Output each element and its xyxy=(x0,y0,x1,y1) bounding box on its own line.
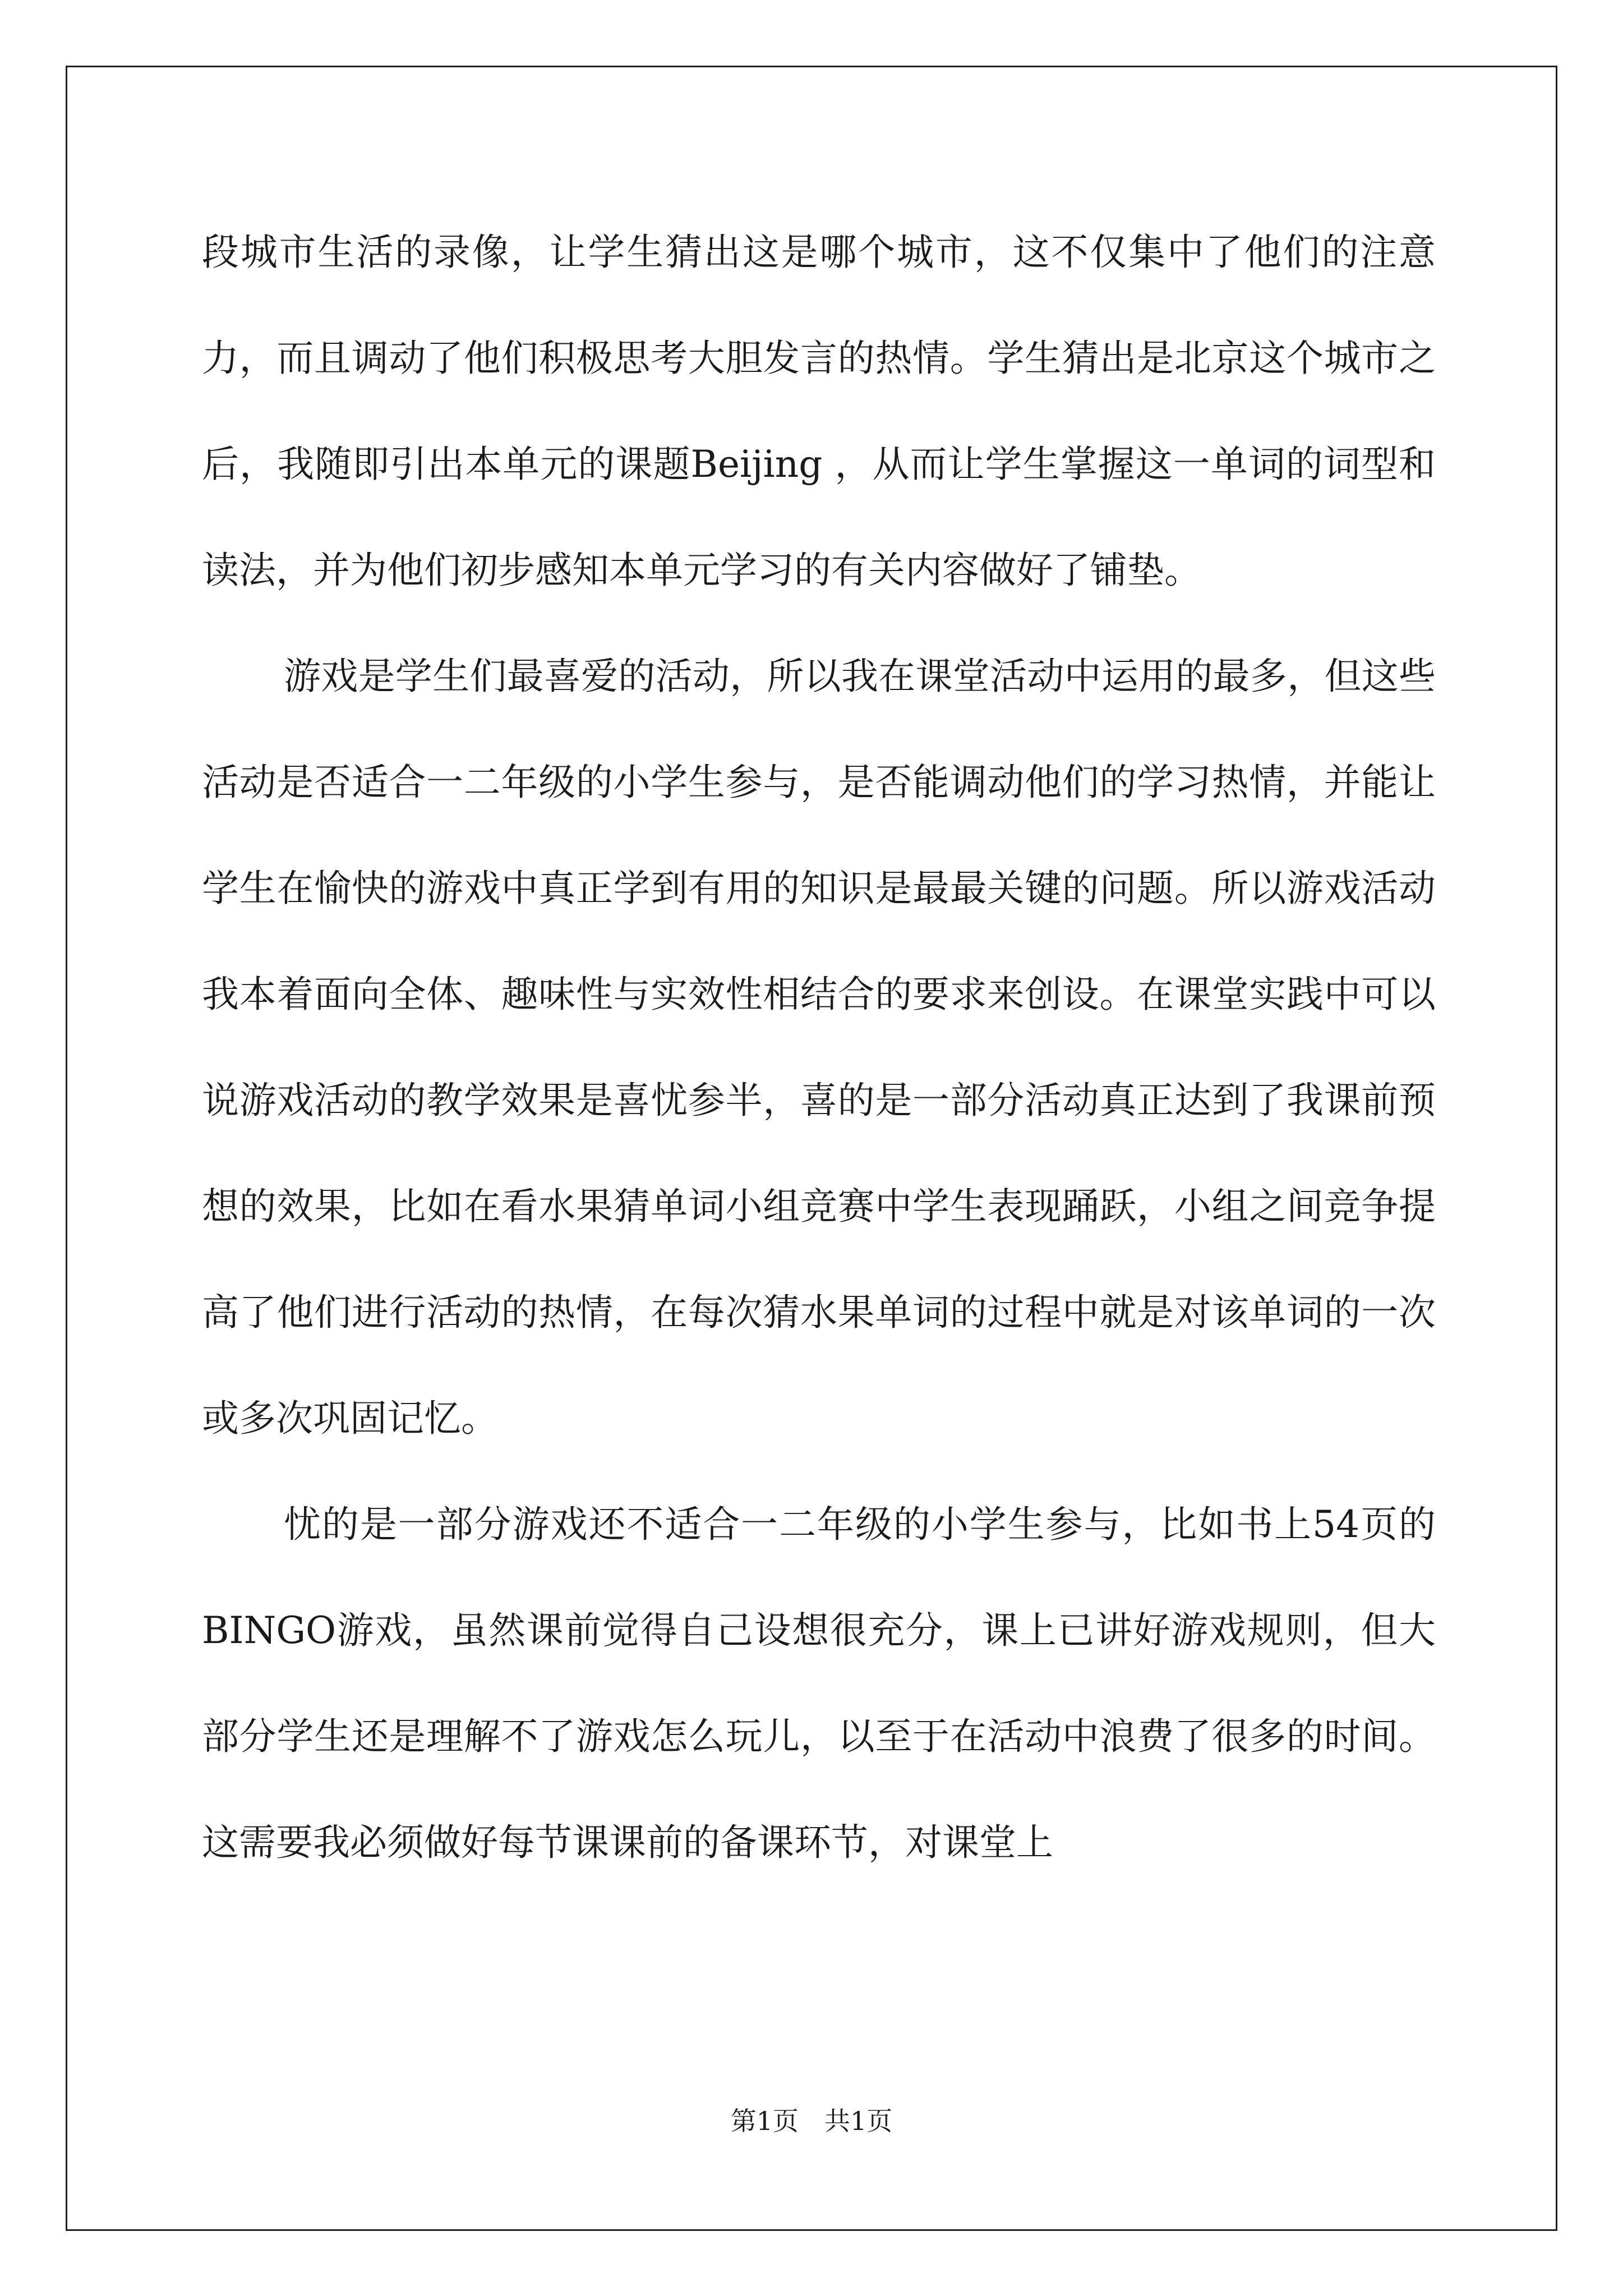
paragraph-2: 游戏是学生们最喜爱的活动，所以我在课堂活动中运用的最多，但这些活动是否适合一二年级的小学生参与，是否能调动他们的学习热情，并能让学生在愉快的游戏中真正学到有用的知识是最最关键的问题。所以游戏活动我本着面向全体、趣味性与实效性相结合的要求来创设。在课堂实践中可以说游戏活动的教学效果是喜忧参半，喜的是一部分活动真正达到了我课前预想的效果，比如在看水果猜单词小组竞赛中学生表现踊跃，小组之间竞争提高了他们进行活动的热情，在每次猜水果单词的过程中就是对该单词的一次或多次巩固记忆。 xyxy=(202,655,1436,1440)
document-body xyxy=(202,199,1436,1895)
paragraph-1: 段城市生活的录像，让学生猜出这是哪个城市，这不仅集中了他们的注意力，而且调动了他们积极思考大胆发言的热情。学生猜出是北京这个城市之后，我随即引出本单元的课题Beijing ，从而让学生掌握这一单词的词型和读法，并为他们初步感知本单元学习的有关内容做好了铺垫。 xyxy=(202,231,1436,592)
paragraph-3: 忧的是一部分游戏还不适合一二年级的小学生参与，比如书上54页的BINGO游戏，虽然课前觉得自己设想很充分，课上已讲好游戏规则，但大部分学生还是理解不了游戏怎么玩儿，以至于在活动中浪费了很多的时间。这需要我必须做好每节课课前的备课环节，对课堂上 xyxy=(202,1503,1436,1864)
page-footer: 第1页 共1页 xyxy=(730,2106,893,2136)
